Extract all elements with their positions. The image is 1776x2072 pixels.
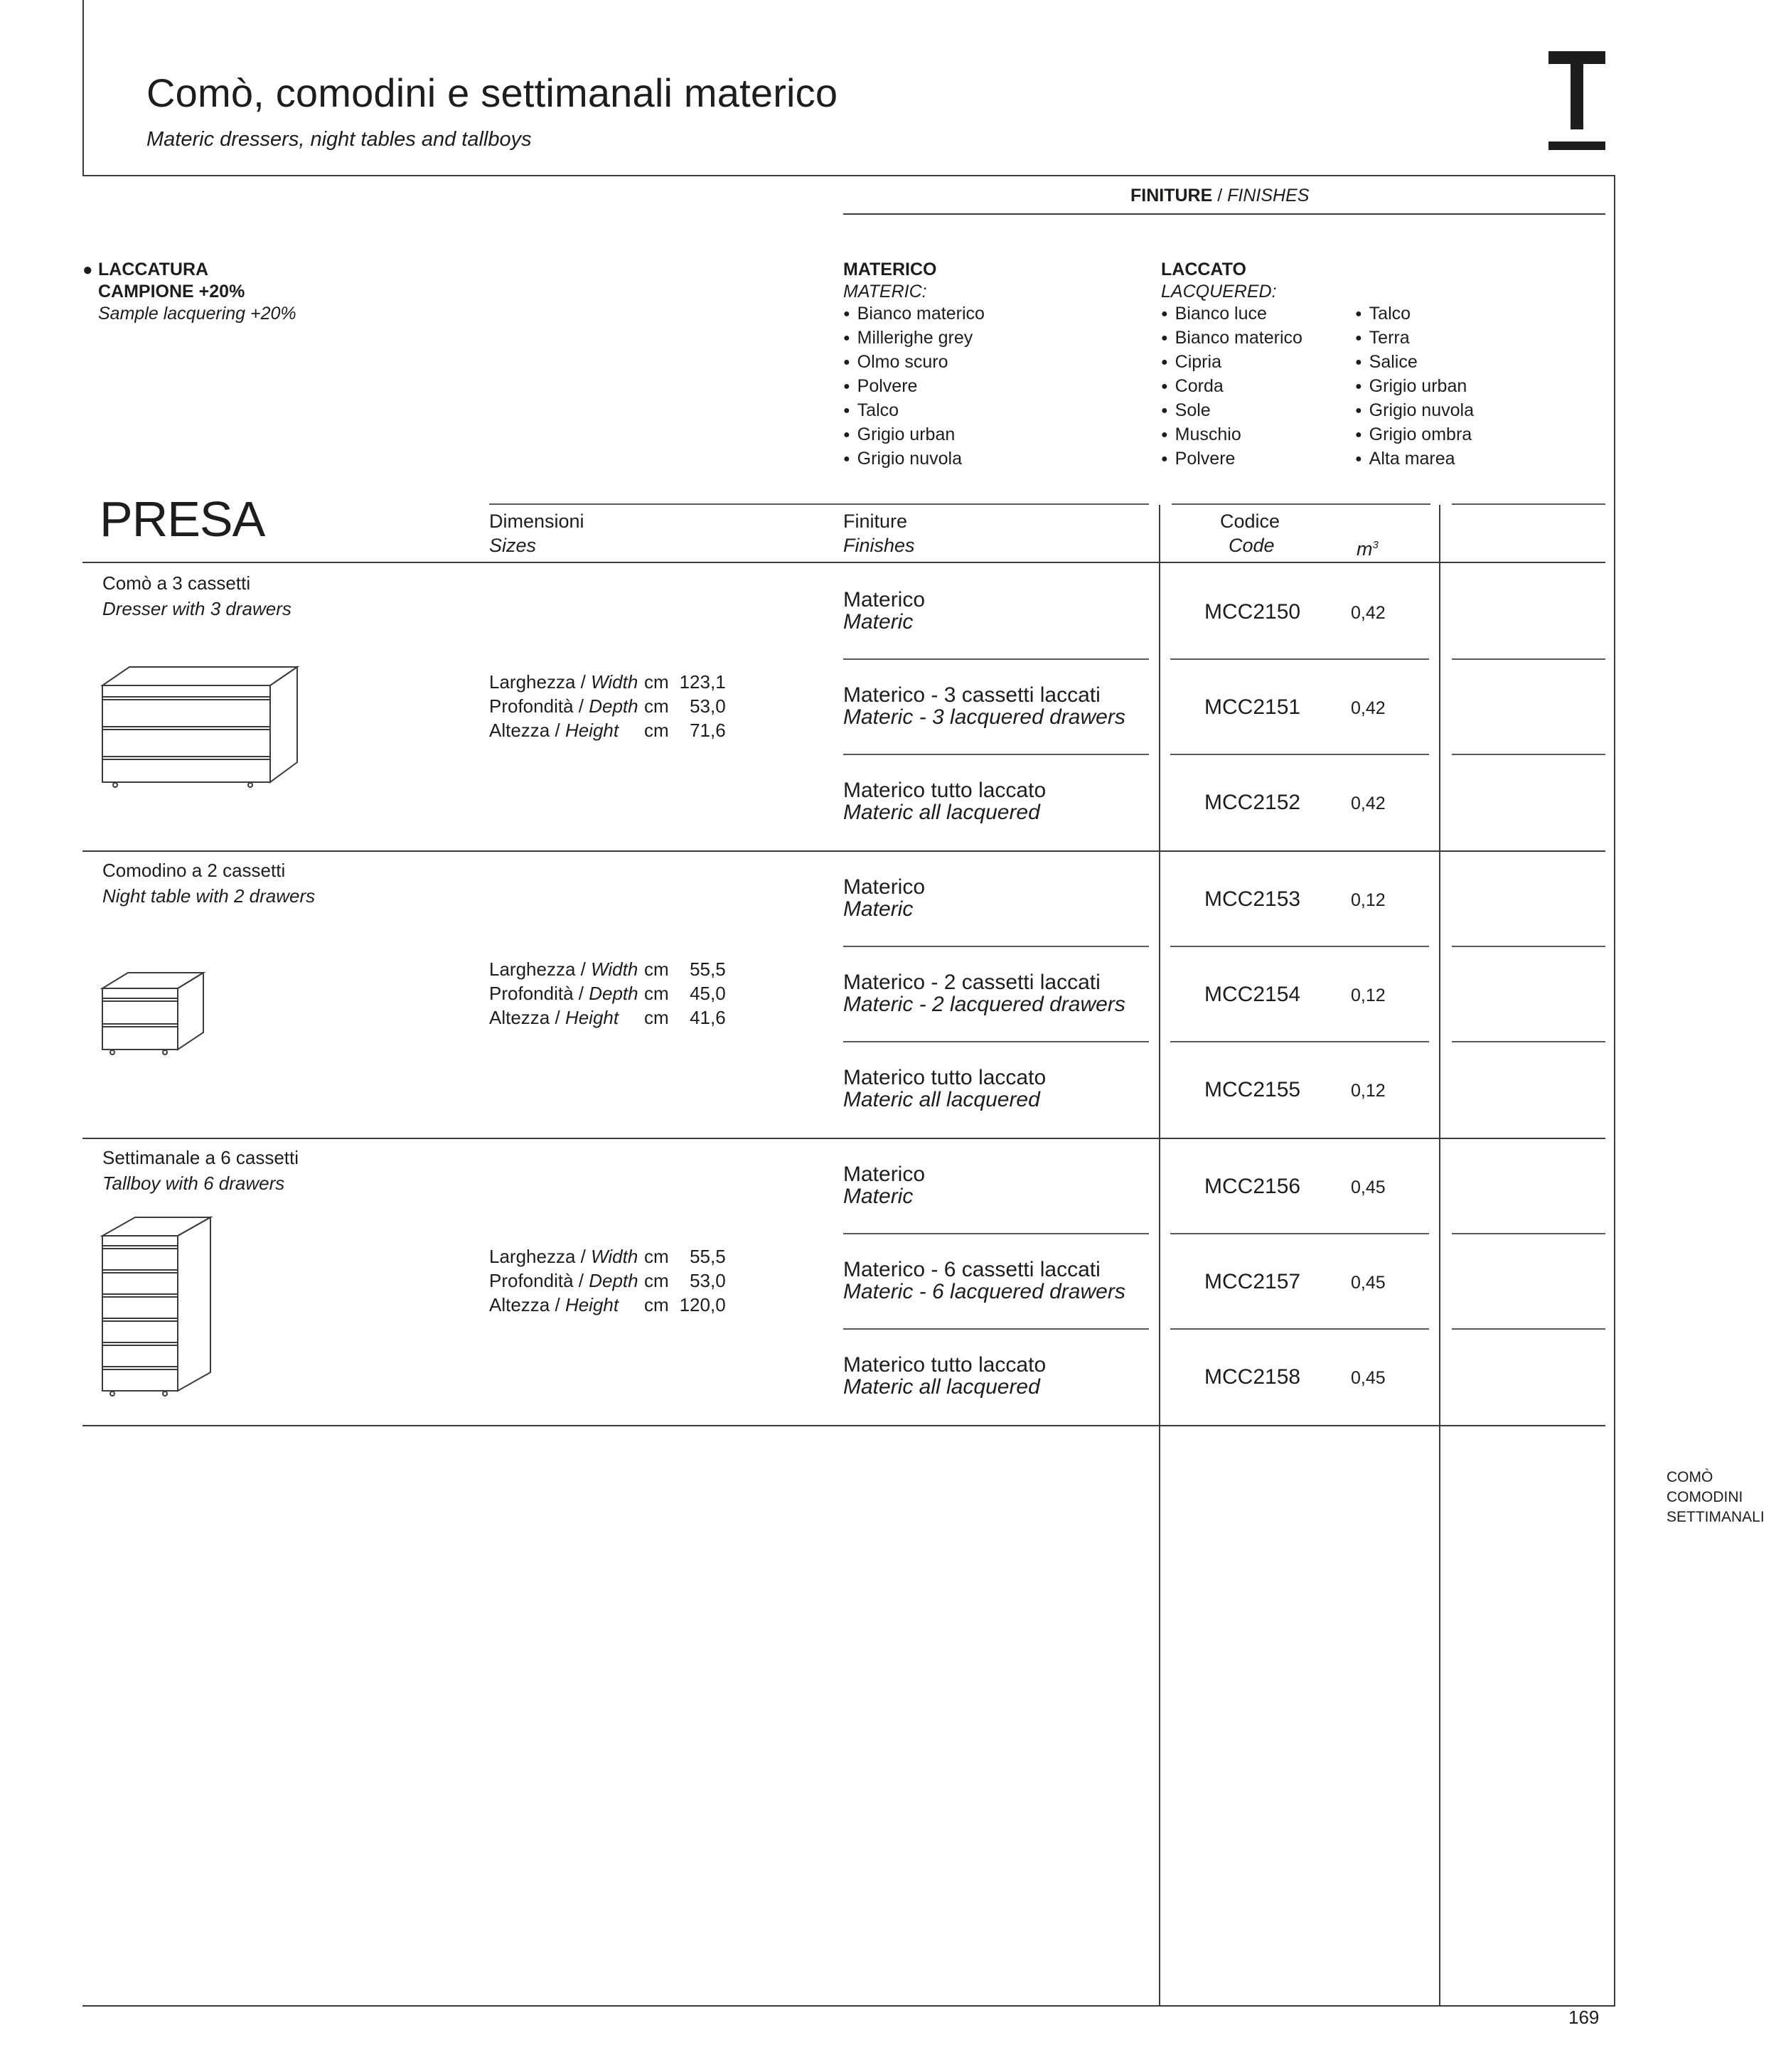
dimension-label-en: Depth — [589, 983, 638, 1004]
dimension-value: 123,1 — [679, 671, 726, 693]
col-finishes-en: Finishes — [843, 535, 915, 556]
laccato-finish-item: ● Grigio urban — [1355, 375, 1474, 400]
dimension-measure — [644, 981, 726, 1005]
lacquering-line1: LACCATURA — [98, 260, 209, 279]
laccato-finish-item: ● Cipria — [1161, 351, 1302, 375]
dimension-label-en: Width — [591, 671, 638, 693]
product-code: MCC2158 — [1204, 1365, 1301, 1389]
product-name-en: Dresser with 3 drawers — [102, 598, 291, 619]
dimension-row: Larghezza / Width cm 123,1 — [489, 671, 726, 693]
dimension-unit: cm — [644, 1270, 669, 1291]
dimension-row: Altezza / Height cm 71,6 — [489, 720, 726, 741]
finish-name: Materico — [843, 875, 926, 899]
finish-name-en: Materic — [843, 1185, 914, 1208]
page-number: 169 — [1568, 2007, 1600, 2028]
finish-name-en: Materic — [843, 897, 914, 921]
side-label-line3: SETTIMANALI — [1667, 1509, 1765, 1525]
materico-title: MATERICO — [843, 260, 937, 279]
header-top-rule-3 — [1452, 503, 1605, 505]
dimension-label-en: Height — [565, 1007, 619, 1028]
product-code: MCC2151 — [1204, 695, 1301, 719]
dimension-label-en: Width — [591, 1246, 638, 1267]
dimension-unit: cm — [644, 720, 669, 741]
variant-separator — [1170, 1041, 1429, 1042]
dimension-unit: cm — [644, 1246, 669, 1267]
materico-finish-item: ● Grigio urban — [843, 424, 985, 448]
col-code: Codice — [1220, 511, 1280, 532]
variant-separator — [1452, 1328, 1605, 1330]
finish-name: Materico tutto laccato — [843, 1066, 1047, 1089]
finish-name-en: Materic all lacquered — [843, 1375, 1040, 1399]
laccato-finish-item: ● Grigio nuvola — [1355, 400, 1474, 424]
laccato-title-en: LACQUERED: — [1161, 282, 1277, 301]
product-volume: 0,42 — [1351, 794, 1386, 813]
variant-separator — [1170, 658, 1429, 660]
product-group-rule — [82, 850, 1605, 852]
dimension-measure — [644, 1005, 726, 1030]
col-header-finishes — [843, 509, 915, 557]
laccato-finish-item: ● Alta marea — [1355, 448, 1474, 472]
product-dimensions — [489, 1244, 726, 1317]
materico-title-en: MATERIC: — [843, 282, 927, 301]
finish-name-en: Materic - 6 lacquered drawers — [843, 1280, 1125, 1303]
product-dimensions — [489, 670, 726, 742]
lacquering-line2: CAMPIONE +20% — [98, 282, 245, 301]
brand-logo-t — [1548, 51, 1605, 137]
laccato-list-col2 — [1355, 303, 1474, 472]
finishes-header-rule — [843, 213, 1605, 215]
header-top-rule-1 — [489, 503, 1149, 505]
dimension-unit: cm — [644, 671, 669, 693]
laccato-finish-item: ● Salice — [1355, 351, 1474, 375]
dimension-label: Profondità — [489, 695, 574, 717]
product-volume: 0,45 — [1351, 1273, 1386, 1293]
dimension-label-en: Height — [565, 1294, 619, 1315]
col-header-code — [1220, 509, 1280, 557]
product-volume: 0,12 — [1351, 1081, 1386, 1101]
laccato-finish-item: ● Polvere — [1161, 448, 1302, 472]
finish-name: Materico — [843, 1163, 926, 1186]
dimension-label: Larghezza — [489, 1246, 576, 1267]
variant-separator — [843, 1233, 1149, 1234]
finishes-header: FINITURE / FINISHES — [1130, 186, 1310, 205]
header-bottom-rule — [82, 562, 1605, 563]
dimension-row: Larghezza / Width cm 55,5 — [489, 958, 726, 980]
variant-separator — [1170, 946, 1429, 947]
dimension-measure — [644, 694, 726, 718]
dimension-measure — [644, 1244, 726, 1269]
night-table-2-drawers-illustration — [100, 968, 213, 1057]
materico-finish-item: ● Polvere — [843, 375, 985, 400]
laccato-finish-item: ● Sole — [1161, 400, 1302, 424]
laccato-finishes — [1161, 259, 1302, 472]
dimension-label: Altezza — [489, 1007, 550, 1028]
dimension-label-en: Depth — [589, 695, 638, 717]
dimension-row: Altezza / Height cm 120,0 — [489, 1294, 726, 1315]
product-code: MCC2150 — [1204, 600, 1301, 624]
col-dimensions: Dimensioni — [489, 511, 584, 532]
product-name-en: Night table with 2 drawers — [102, 885, 316, 907]
section-title: PRESA — [100, 491, 265, 547]
dimension-label: Larghezza — [489, 958, 576, 980]
variant-separator — [843, 1041, 1149, 1042]
col-header-dimensions — [489, 509, 584, 557]
lacquering-note — [82, 259, 296, 325]
dimension-measure — [644, 1293, 726, 1317]
dimension-label: Altezza — [489, 1294, 550, 1315]
variant-separator — [843, 658, 1149, 660]
materico-finish-item: ● Grigio nuvola — [843, 448, 985, 472]
product-volume: 0,12 — [1351, 890, 1386, 910]
product-volume: 0,45 — [1351, 1177, 1386, 1197]
finish-name: Materico - 3 cassetti laccati — [843, 683, 1101, 707]
header-top-rule-2 — [1172, 503, 1430, 505]
dimension-label: Profondità — [489, 983, 574, 1004]
laccato-finish-item: ● Muschio — [1161, 424, 1302, 448]
tallboy-6-drawers-illustration — [100, 1212, 220, 1399]
dimension-measure — [644, 1269, 726, 1293]
materico-finish-item: ● Bianco materico — [843, 303, 985, 327]
finish-name-en: Materic all lacquered — [843, 1088, 1040, 1111]
col-code-en: Code — [1229, 535, 1275, 556]
dimension-label-en: Height — [565, 720, 619, 741]
frame-right — [1614, 175, 1615, 2007]
laccato-finish-item: ● Bianco luce — [1161, 303, 1302, 327]
product-name: Comò a 3 cassetti — [102, 572, 251, 594]
dimension-value: 53,0 — [690, 1270, 726, 1291]
dimension-label-en: Depth — [589, 1270, 638, 1291]
dimension-label: Profondità — [489, 1270, 574, 1291]
product-name: Comodino a 2 cassetti — [102, 860, 286, 881]
dimension-value: 55,5 — [690, 958, 726, 980]
materico-finish-item: ● Millerighe grey — [843, 327, 985, 351]
laccato-finishes-col2 — [1355, 303, 1474, 472]
variant-separator — [1452, 1233, 1605, 1234]
dimension-row: Altezza / Height cm 41,6 — [489, 1007, 726, 1028]
dimension-value: 55,5 — [690, 1246, 726, 1267]
variant-separator — [1170, 754, 1429, 755]
finishes-label: FINITURE — [1130, 186, 1213, 205]
lacquering-line3: Sample lacquering +20% — [98, 304, 296, 324]
frame-bottom-rule — [82, 2005, 1615, 2007]
product-group-rule — [82, 1425, 1605, 1426]
dimension-label-en: Width — [591, 958, 638, 980]
dimension-measure — [644, 957, 726, 981]
dimension-value: 45,0 — [690, 983, 726, 1004]
variant-separator — [1452, 658, 1605, 660]
page-subtitle: Materic dressers, night tables and tallboys — [146, 128, 532, 151]
side-category-label — [1667, 1468, 1765, 1527]
materico-finish-item: ● Talco — [843, 400, 985, 424]
finishes-label-en: FINISHES — [1227, 186, 1310, 205]
variant-separator — [1170, 1233, 1429, 1234]
dimension-label: Altezza — [489, 720, 550, 741]
variant-separator — [1452, 754, 1605, 755]
dimension-unit: cm — [644, 695, 669, 717]
dimension-unit: cm — [644, 958, 669, 980]
side-label-line1: COMÒ — [1667, 1469, 1713, 1485]
page-title: Comò, comodini e settimanali materico — [146, 70, 838, 115]
product-code: MCC2152 — [1204, 791, 1301, 814]
dimension-row: Profondità / Depth cm 45,0 — [489, 983, 726, 1004]
dimension-value: 41,6 — [690, 1007, 726, 1028]
dimension-unit: cm — [644, 1294, 669, 1315]
col-volume-sup: 3 — [1372, 539, 1379, 551]
dimension-value: 53,0 — [690, 695, 726, 717]
finish-name-en: Materic all lacquered — [843, 801, 1040, 824]
finish-name: Materico - 2 cassetti laccati — [843, 971, 1101, 994]
materico-finishes — [843, 259, 985, 472]
dimension-unit: cm — [644, 1007, 669, 1028]
dimension-label: Larghezza — [489, 671, 576, 693]
laccato-finish-item: ● Terra — [1355, 327, 1474, 351]
variant-separator — [843, 754, 1149, 755]
product-code: MCC2155 — [1204, 1078, 1301, 1101]
laccato-finish-item: ● Grigio ombra — [1355, 424, 1474, 448]
product-code: MCC2156 — [1204, 1175, 1301, 1198]
frame-left-top — [82, 0, 84, 176]
product-volume: 0,42 — [1351, 698, 1386, 718]
dimension-measure — [644, 670, 726, 694]
product-name: Settimanale a 6 cassetti — [102, 1147, 299, 1168]
dimension-row: Larghezza / Width cm 55,5 — [489, 1246, 726, 1267]
side-label-line2: COMODINI — [1667, 1489, 1743, 1505]
dresser-3-drawers-illustration — [100, 661, 306, 789]
variant-separator — [1170, 1328, 1429, 1330]
dimension-measure — [644, 718, 726, 742]
col-divider-notes — [1439, 505, 1440, 2007]
materico-finish-item: ● Olmo scuro — [843, 351, 985, 375]
laccato-title: LACCATO — [1161, 260, 1246, 279]
brand-logo-bar — [1548, 141, 1605, 150]
col-finishes: Finiture — [843, 511, 908, 532]
finish-name-en: Materic — [843, 610, 914, 634]
product-code: MCC2153 — [1204, 887, 1301, 911]
product-code: MCC2154 — [1204, 983, 1301, 1006]
dimension-row: Profondità / Depth cm 53,0 — [489, 695, 726, 717]
col-divider-code — [1159, 505, 1160, 2007]
product-volume: 0,12 — [1351, 986, 1386, 1005]
variant-separator — [843, 1328, 1149, 1330]
dimension-value: 120,0 — [679, 1294, 726, 1315]
product-volume: 0,42 — [1351, 603, 1386, 623]
variant-separator — [843, 946, 1149, 947]
variant-separator — [1452, 1041, 1605, 1042]
finish-name-en: Materic - 3 lacquered drawers — [843, 705, 1125, 729]
finish-name: Materico tutto laccato — [843, 1353, 1047, 1377]
finish-name: Materico — [843, 588, 926, 612]
dimension-unit: cm — [644, 983, 669, 1004]
product-dimensions — [489, 957, 726, 1030]
product-name-en: Tallboy with 6 drawers — [102, 1173, 285, 1194]
bullet-icon: ● — [82, 260, 93, 279]
dimension-value: 71,6 — [690, 720, 726, 741]
finish-name: Materico - 6 cassetti laccati — [843, 1258, 1101, 1281]
laccato-list-col1 — [1161, 303, 1302, 472]
product-code: MCC2157 — [1204, 1270, 1301, 1293]
col-volume — [1357, 533, 1379, 561]
col-volume-unit: m — [1357, 538, 1373, 560]
laccato-finish-item: ● Corda — [1161, 375, 1302, 400]
frame-top-rule — [82, 175, 1615, 176]
laccato-finish-item: ● Bianco materico — [1161, 327, 1302, 351]
col-dimensions-en: Sizes — [489, 535, 537, 556]
finish-name: Materico tutto laccato — [843, 779, 1047, 802]
laccato-finish-item: ● Talco — [1355, 303, 1474, 327]
product-volume: 0,45 — [1351, 1368, 1386, 1388]
finish-name-en: Materic - 2 lacquered drawers — [843, 993, 1125, 1016]
product-group-rule — [82, 1138, 1605, 1139]
variant-separator — [1452, 946, 1605, 947]
materico-list — [843, 303, 985, 472]
dimension-row: Profondità / Depth cm 53,0 — [489, 1270, 726, 1291]
